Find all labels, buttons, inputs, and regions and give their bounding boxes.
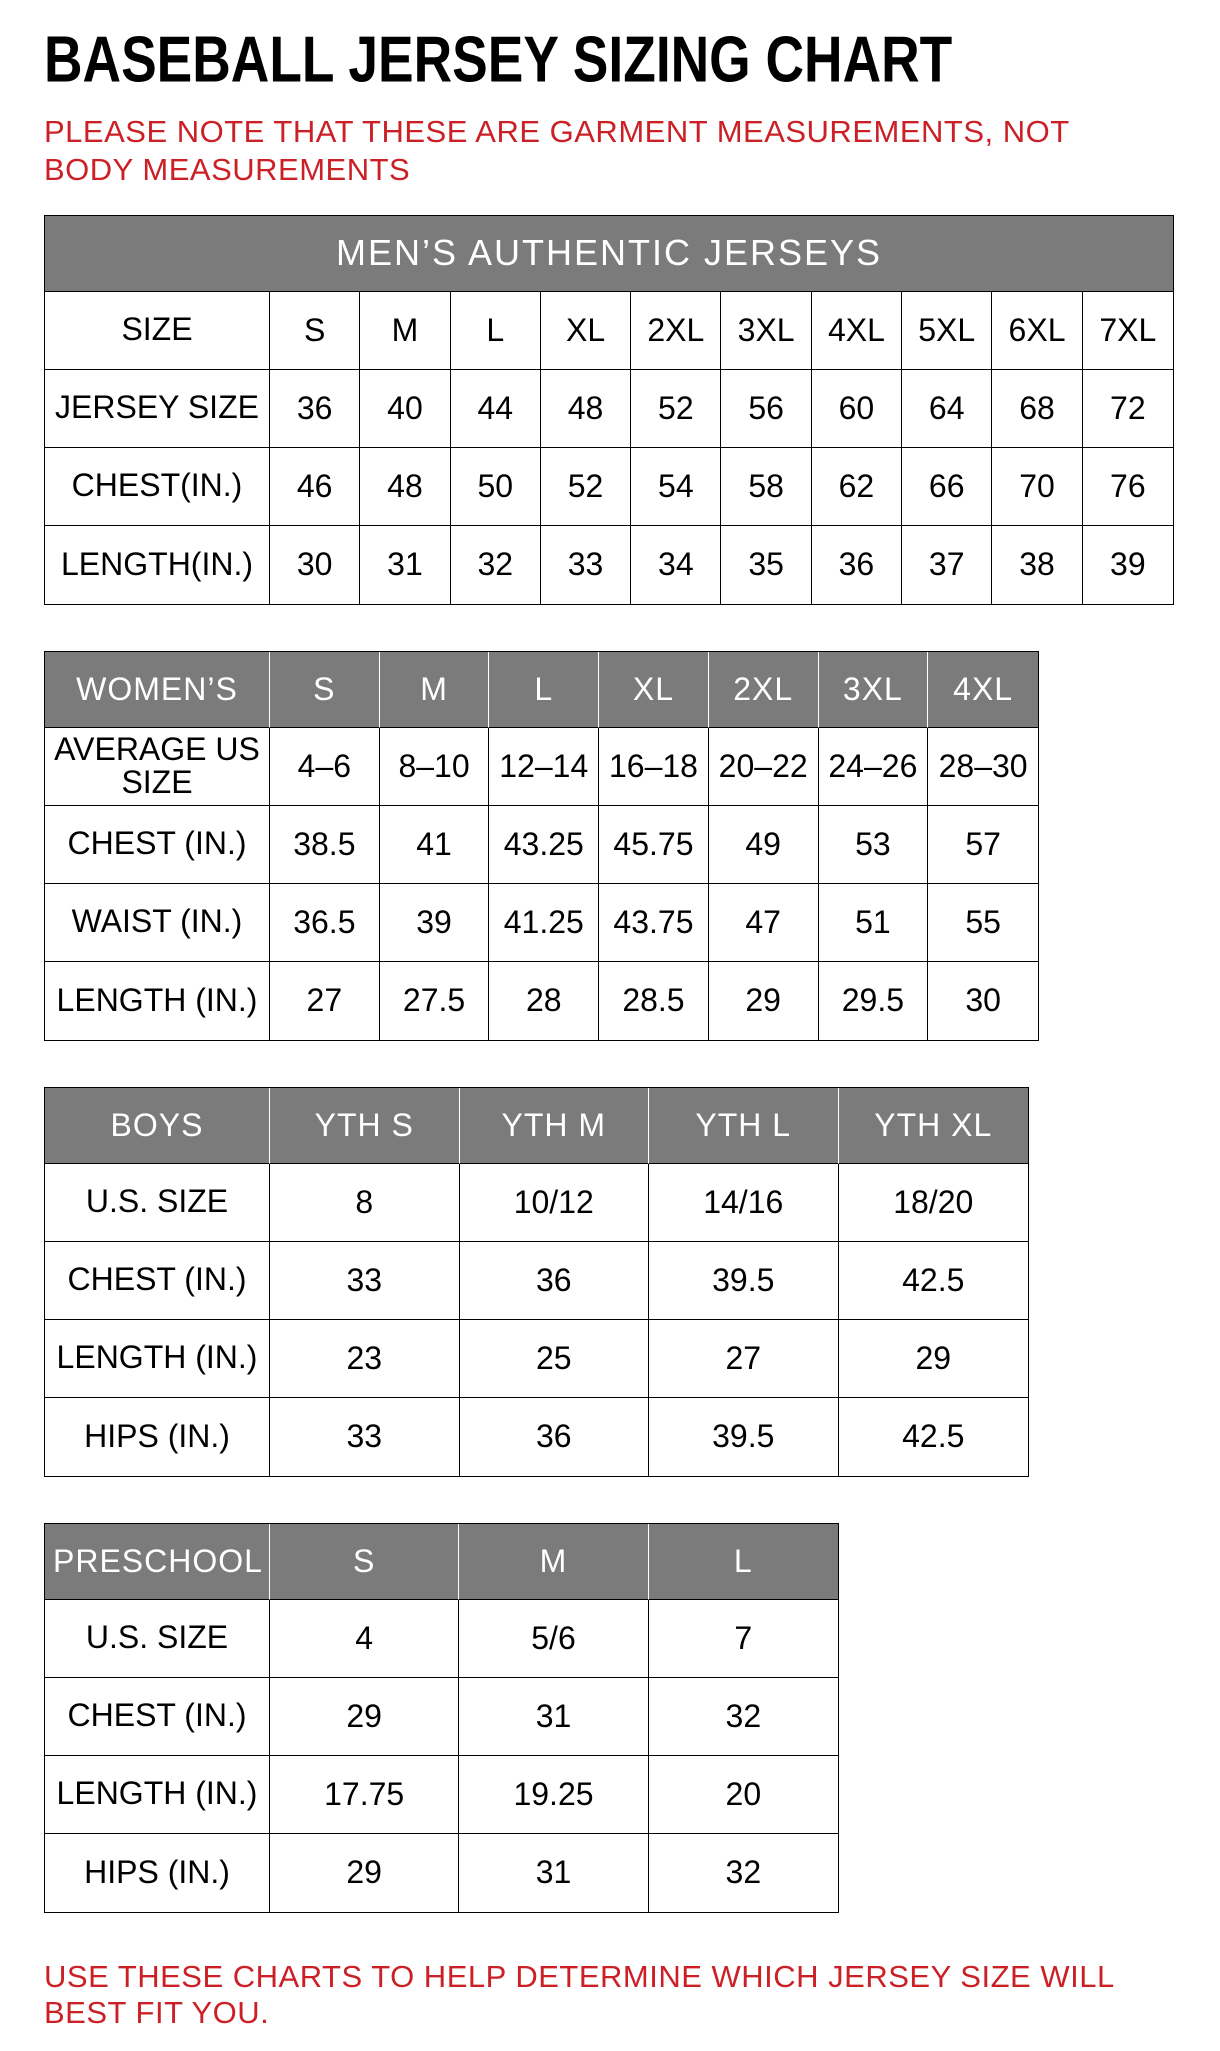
value-cell: 47 bbox=[709, 884, 819, 962]
boys-size-header: YTH S bbox=[270, 1088, 460, 1164]
boys-size-header: YTH L bbox=[649, 1088, 839, 1164]
value-cell: 28–30 bbox=[928, 728, 1038, 806]
value-cell: 31 bbox=[459, 1834, 648, 1912]
value-cell: 58 bbox=[721, 448, 811, 526]
row-label: SIZE bbox=[45, 292, 270, 370]
value-cell: 43.25 bbox=[489, 806, 599, 884]
table-row bbox=[45, 1320, 1028, 1398]
value-cell: 72 bbox=[1083, 370, 1173, 448]
preschool-size-header: M bbox=[459, 1524, 648, 1600]
table-row bbox=[45, 1398, 1028, 1476]
value-cell: 36 bbox=[460, 1242, 650, 1320]
value-cell: 33 bbox=[270, 1242, 460, 1320]
womens-header-label: WOMEN’S bbox=[45, 652, 270, 728]
value-cell: 55 bbox=[928, 884, 1038, 962]
mens-authentic-jerseys-banner-row bbox=[45, 216, 1173, 292]
value-cell: 27.5 bbox=[380, 962, 490, 1040]
table-row bbox=[45, 1242, 1028, 1320]
value-cell: 3XL bbox=[721, 292, 811, 370]
value-cell: 17.75 bbox=[270, 1756, 459, 1834]
value-cell: 41 bbox=[380, 806, 490, 884]
value-cell: 64 bbox=[902, 370, 992, 448]
value-cell: 39 bbox=[1110, 546, 1146, 583]
row-label: AVERAGE US SIZE bbox=[45, 728, 270, 806]
preschool-table bbox=[44, 1523, 839, 1913]
value-cell: 39.5 bbox=[649, 1242, 839, 1320]
value-cell: 62 bbox=[812, 448, 902, 526]
value-cell: 10/12 bbox=[460, 1164, 650, 1242]
value-cell: 49 bbox=[709, 806, 819, 884]
value-cell: 32 bbox=[451, 526, 541, 604]
value-cell: 27 bbox=[270, 962, 380, 1040]
value-cell: 32 bbox=[649, 1678, 838, 1756]
value-cell: 7XL bbox=[1083, 292, 1173, 370]
row-label: HIPS (IN.) bbox=[45, 1834, 270, 1912]
womens-size-header: M bbox=[380, 652, 490, 728]
womens-size-header: 2XL bbox=[709, 652, 819, 728]
table-row bbox=[45, 806, 1038, 884]
row-label: JERSEY SIZE bbox=[45, 370, 270, 448]
value-cell: 46 bbox=[270, 448, 360, 526]
value-cell: 44 bbox=[451, 370, 541, 448]
value-cell: 8 bbox=[270, 1164, 460, 1242]
value-cell: 68 bbox=[992, 370, 1082, 448]
value-cell: S bbox=[270, 292, 360, 370]
preschool-header-label: PRESCHOOL bbox=[45, 1524, 270, 1600]
footer-note: USE THESE CHARTS TO HELP DETERMINE WHICH JERSEY SIZE WILL BEST FIT YOU. bbox=[44, 1958, 1114, 2030]
row-label: HIPS (IN.) bbox=[45, 1398, 270, 1476]
value-cell: 23 bbox=[270, 1320, 460, 1398]
value-cell: 41.25 bbox=[489, 884, 599, 962]
value-cell: 70 bbox=[992, 448, 1082, 526]
value-cell: 42.5 bbox=[902, 1418, 965, 1455]
womens-size-header: 4XL bbox=[928, 652, 1038, 728]
preschool-size-header: S bbox=[270, 1524, 459, 1600]
value-cell: 6XL bbox=[992, 292, 1082, 370]
value-cell: 18/20 bbox=[839, 1164, 1029, 1242]
value-cell: 56 bbox=[721, 370, 811, 448]
row-label: LENGTH (IN.) bbox=[45, 962, 270, 1040]
value-cell: 66 bbox=[902, 448, 992, 526]
value-cell: 30 bbox=[965, 982, 1001, 1019]
value-cell: 33 bbox=[270, 1398, 460, 1476]
table-row bbox=[45, 1164, 1028, 1242]
value-cell: 37 bbox=[902, 526, 992, 604]
value-cell: 36 bbox=[270, 370, 360, 448]
value-cell: 32 bbox=[725, 1854, 762, 1891]
preschool-header-row bbox=[45, 1524, 838, 1600]
value-cell: 24–26 bbox=[819, 728, 929, 806]
value-cell: 48 bbox=[541, 370, 631, 448]
value-cell: 5XL bbox=[902, 292, 992, 370]
value-cell: 30 bbox=[270, 526, 360, 604]
row-label: CHEST(IN.) bbox=[45, 448, 270, 526]
value-cell: 38.5 bbox=[270, 806, 380, 884]
table-row bbox=[45, 962, 1038, 1040]
value-cell: 31 bbox=[459, 1678, 648, 1756]
row-label: CHEST (IN.) bbox=[45, 1242, 270, 1320]
row-label: LENGTH (IN.) bbox=[45, 1320, 270, 1398]
row-label: LENGTH (IN.) bbox=[45, 1756, 270, 1834]
value-cell: 53 bbox=[819, 806, 929, 884]
table-row bbox=[45, 1756, 838, 1834]
mens-authentic-jerseys-banner: MEN’S AUTHENTIC JERSEYS bbox=[45, 216, 1173, 292]
value-cell: 52 bbox=[541, 448, 631, 526]
value-cell: 29 bbox=[709, 962, 819, 1040]
value-cell: 36 bbox=[812, 526, 902, 604]
value-cell: 40 bbox=[360, 370, 450, 448]
womens-size-header: L bbox=[489, 652, 599, 728]
womens-header-row bbox=[45, 652, 1038, 728]
womens-table bbox=[44, 651, 1039, 1041]
boys-header-label: BOYS bbox=[45, 1088, 270, 1164]
value-cell: 20–22 bbox=[709, 728, 819, 806]
value-cell: 43.75 bbox=[599, 884, 709, 962]
value-cell: 36.5 bbox=[270, 884, 380, 962]
value-cell: 2XL bbox=[631, 292, 721, 370]
value-cell: 28.5 bbox=[599, 962, 709, 1040]
sizing-tables-container bbox=[44, 215, 1180, 1913]
row-label: WAIST (IN.) bbox=[45, 884, 270, 962]
table-row bbox=[45, 1678, 838, 1756]
value-cell: 4XL bbox=[812, 292, 902, 370]
womens-size-header: S bbox=[270, 652, 380, 728]
boys-size-header: YTH M bbox=[460, 1088, 650, 1164]
value-cell: 42.5 bbox=[839, 1242, 1029, 1320]
value-cell: 54 bbox=[631, 448, 721, 526]
value-cell: 48 bbox=[360, 448, 450, 526]
value-cell: 50 bbox=[451, 448, 541, 526]
value-cell: 4–6 bbox=[270, 728, 380, 806]
table-row bbox=[45, 1600, 838, 1678]
garment-measurements-note: PLEASE NOTE THAT THESE ARE GARMENT MEASUREMENTS, NOT BODY MEASUREMENTS bbox=[44, 114, 1070, 187]
value-cell: 33 bbox=[541, 526, 631, 604]
page-title: BASEBALL JERSEY SIZING CHART bbox=[44, 23, 953, 96]
boys-table bbox=[44, 1087, 1029, 1477]
value-cell: 12–14 bbox=[489, 728, 599, 806]
table-row bbox=[45, 292, 1173, 370]
row-label: U.S. SIZE bbox=[45, 1164, 270, 1242]
table-row bbox=[45, 728, 1038, 806]
value-cell: 76 bbox=[1083, 448, 1173, 526]
value-cell: 8–10 bbox=[380, 728, 490, 806]
value-cell: 27 bbox=[649, 1320, 839, 1398]
value-cell: 35 bbox=[721, 526, 811, 604]
value-cell: 31 bbox=[360, 526, 450, 604]
value-cell: 29.5 bbox=[819, 962, 929, 1040]
row-label: U.S. SIZE bbox=[45, 1600, 270, 1678]
table-row bbox=[45, 526, 1173, 604]
value-cell: 4 bbox=[270, 1600, 459, 1678]
value-cell: 45.75 bbox=[599, 806, 709, 884]
boys-size-header: YTH XL bbox=[839, 1088, 1029, 1164]
value-cell: 20 bbox=[649, 1756, 838, 1834]
value-cell: 36 bbox=[460, 1398, 650, 1476]
value-cell: 29 bbox=[270, 1678, 459, 1756]
value-cell: L bbox=[451, 292, 541, 370]
row-label: CHEST (IN.) bbox=[45, 806, 270, 884]
boys-header-row bbox=[45, 1088, 1028, 1164]
value-cell: 38 bbox=[992, 526, 1082, 604]
value-cell: 5/6 bbox=[459, 1600, 648, 1678]
table-row bbox=[45, 370, 1173, 448]
table-row bbox=[45, 1834, 838, 1912]
value-cell: 28 bbox=[489, 962, 599, 1040]
value-cell: 25 bbox=[460, 1320, 650, 1398]
value-cell: 16–18 bbox=[599, 728, 709, 806]
value-cell: XL bbox=[541, 292, 631, 370]
value-cell: 57 bbox=[928, 806, 1038, 884]
value-cell: 29 bbox=[270, 1834, 459, 1912]
mens-authentic-jerseys-table bbox=[44, 215, 1174, 605]
value-cell: 29 bbox=[839, 1320, 1029, 1398]
womens-size-header: XL bbox=[599, 652, 709, 728]
row-label: LENGTH(IN.) bbox=[45, 526, 270, 604]
row-label: CHEST (IN.) bbox=[45, 1678, 270, 1756]
womens-size-header: 3XL bbox=[819, 652, 929, 728]
value-cell: 19.25 bbox=[459, 1756, 648, 1834]
preschool-size-header: L bbox=[649, 1524, 838, 1600]
value-cell: 39.5 bbox=[649, 1398, 839, 1476]
value-cell: 60 bbox=[812, 370, 902, 448]
value-cell: 14/16 bbox=[649, 1164, 839, 1242]
value-cell: 52 bbox=[631, 370, 721, 448]
value-cell: 34 bbox=[631, 526, 721, 604]
value-cell: M bbox=[360, 292, 450, 370]
value-cell: 51 bbox=[819, 884, 929, 962]
value-cell: 39 bbox=[380, 884, 490, 962]
table-row bbox=[45, 448, 1173, 526]
table-row bbox=[45, 884, 1038, 962]
value-cell: 7 bbox=[649, 1600, 838, 1678]
